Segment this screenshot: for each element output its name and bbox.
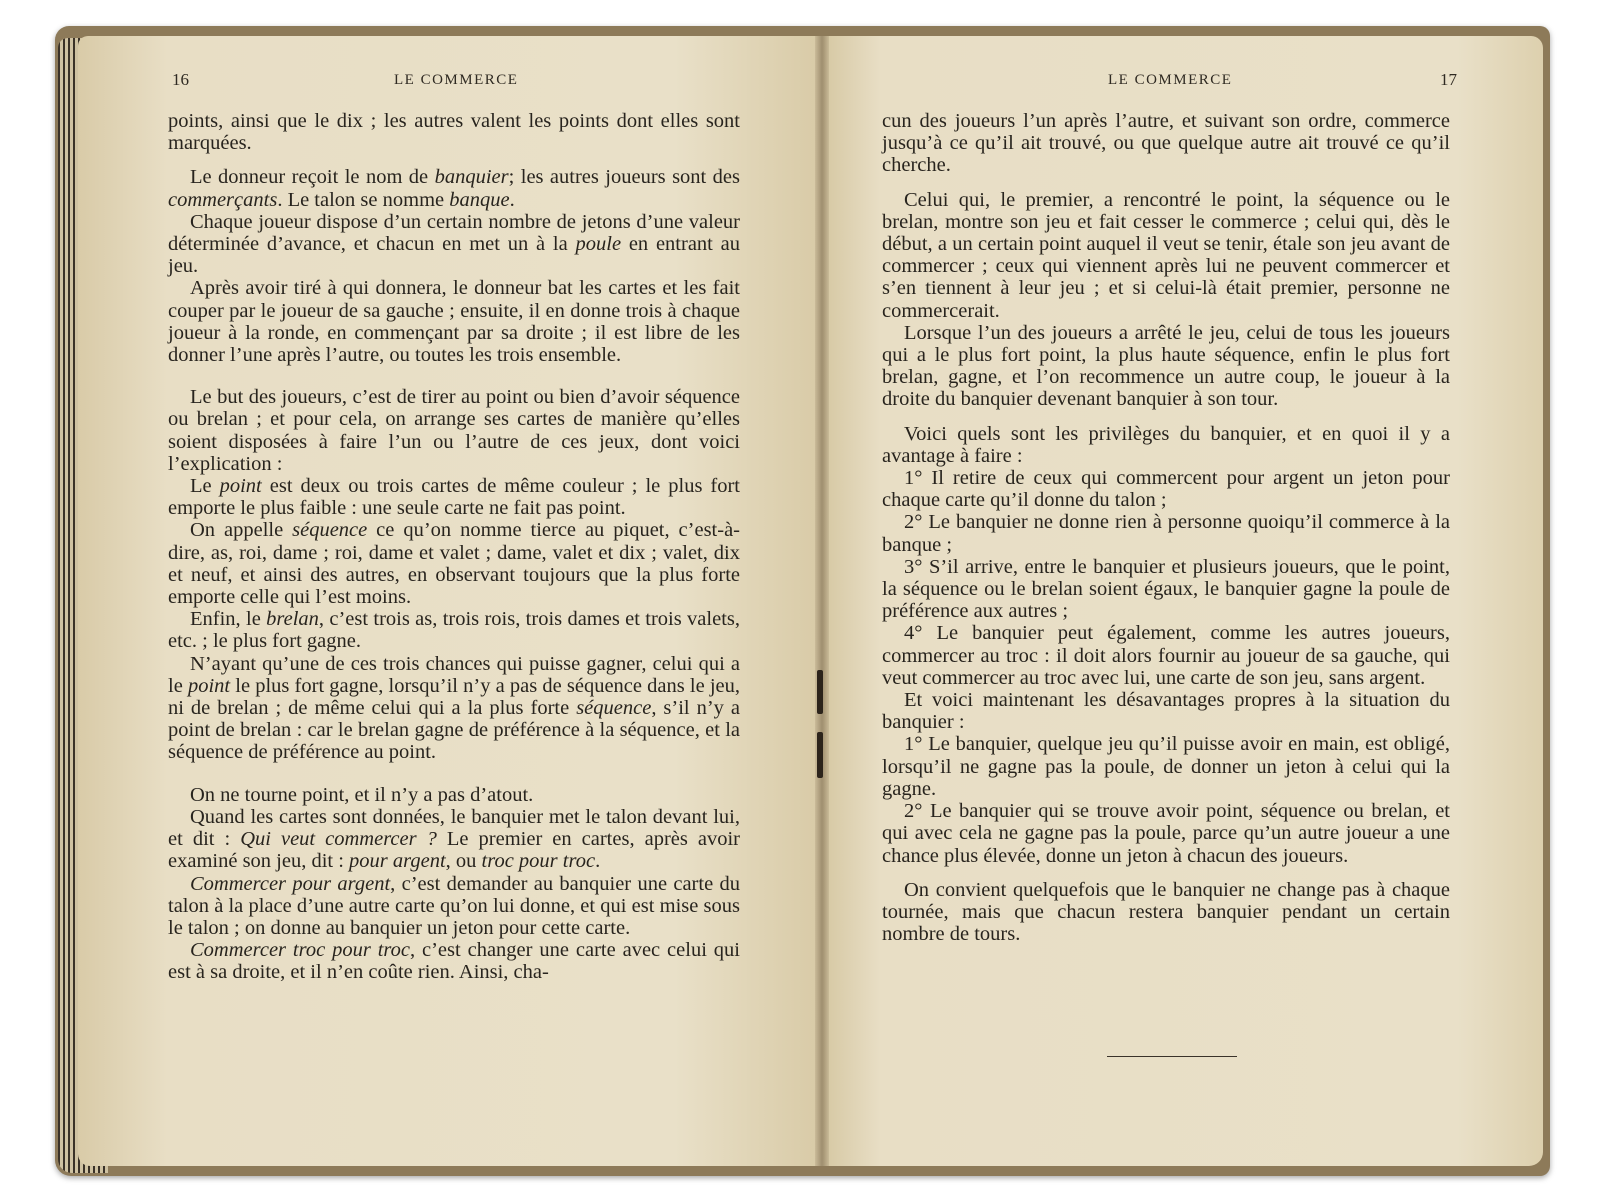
paragraph: Commercer pour argent, c’est demander au banquier une carte du talon à la place d’une autre carte qu’on lui donne, et qui est mise sous le talon ; on donne au banquier un jeton pour cette carte. [168,872,740,939]
paragraph: Après avoir tiré à qui donnera, le donneur bat les cartes et les fait couper par le joueur de sa gauche ; ensuite, il en donne trois à chaque joueur à la ronde, en commençant par sa droite ; il est libre de les donner l’une après l’autre, ou toutes les trois ensemble. [168,277,740,367]
binding-stitch [817,670,823,714]
paragraph: Quand les cartes sont données, le banquier met le talon devant lui, et dit : Qui veut commercer ? Le premier en cartes, après avoir examiné son jeu, dit : pour argent, ou troc pour troc. [168,805,740,873]
left-page-text [168,110,740,984]
paragraph: On ne tourne point, et il n’y a pas d’atout. [190,783,534,806]
paragraph: On appelle séquence ce qu’on nomme tierce au piquet, c’est-à-dire, as, roi, dame ; roi, dame et valet ; dame, valet et dix ; valet, dix et neuf, et ainsi des autres, en observant toujours que la plus forte emporte celle qui l’est moins. [168,519,740,609]
paragraph: points, ainsi que le dix ; les autres valent les points dont elles sont marquées. [168,110,740,155]
paragraph: Voici quels sont les privilèges du banquier, et en quoi il y a avantage à faire : [882,422,1450,467]
section-end-rule [1107,1056,1237,1057]
left-running-head: LE COMMERCE [394,72,519,88]
paragraph: Le point est deux ou trois cartes de même couleur ; le plus fort emporte le plus faible : une seule carte ne fait pas point. [168,475,740,520]
list-item: 2° Le banquier ne donne rien à personne quoiqu’il commerce à la banque ; [882,511,1450,556]
binding-stitch [817,732,823,778]
paragraph: Celui qui, le premier, a rencontré le point, la séquence ou le brelan, montre son jeu et fait cesser le commerce ; celui qui, dès le début, a un certain point auquel il veut se tenir, étale son jeu avant de commercer ; ceux qui viennent après lui ne peuvent commercer et s’en tiennent à leur jeu ; et si celui-là était premier, personne ne commercerait. [882,188,1450,322]
paragraph: Et voici maintenant les désavantages propres à la situation du banquier : [882,689,1450,734]
list-item: 1° Le banquier, quelque jeu qu’il puisse avoir en main, est obligé, lorsqu’il ne gagne pas la poule, de donner un jeton à celui qui la gagne. [882,733,1450,800]
paragraph: Commercer troc pour troc, c’est changer une carte avec celui qui est à sa droite, et il n’en coûte rien. Ainsi, cha- [168,939,740,984]
list-item: 4° Le banquier peut également, comme les autres joueurs, commercer au troc : il doit alors fournir au joueur de sa gauche, qui veut commercer au troc avec lui, une carte de son jeu, sans argent. [882,622,1450,689]
right-page-number: 17 [1440,70,1457,89]
paragraph: cun des joueurs l’un après l’autre, et suivant son ordre, commerce jusqu’à ce qu’il ait trouvé, ou que quelque autre ait trouvé ce qu’il cherche. [882,110,1450,177]
paragraph: Lorsque l’un des joueurs a arrêté le jeu, celui de tous les joueurs qui a le plus fort point, la plus haute séquence, enfin le plus fort brelan, gagne, et l’on recommence un autre coup, le joueur à la droite du banquier devenant banquier à son tour. [882,321,1450,411]
paragraph: Le donneur reçoit le nom de banquier; les autres joueurs sont des commerçants. Le talon se nomme banque. [168,166,740,211]
paragraph: N’ayant qu’une de ces trois chances qui puisse gagner, celui qui a le point le plus fort gagne, lorsqu’il n’y a pas de séquence dans le jeu, ni de brelan ; de même celui qui a la plus forte séquence, s’il n’y a point de brelan : car le brelan gagne de préférence à la séquence, et la séquence de préférence au point. [168,652,740,764]
left-page-number: 16 [172,70,189,89]
list-item: 1° Il retire de ceux qui commercent pour argent un jeton pour chaque carte qu’il donne du talon ; [882,467,1450,512]
right-page-text [882,110,1450,945]
list-item: 3° S’il arrive, entre le banquier et plusieurs joueurs, que le point, la séquence ou le brelan soient égaux, le banquier gagne la poule de préférence aux autres ; [882,555,1450,623]
paragraph: Le but des joueurs, c’est de tirer au point ou bien d’avoir séquence ou brelan ; et pour cela, on arrange ses cartes de manière qu’elles soient disposées à faire l’un ou l’autre de ces jeux, dont voici l’explication : [168,386,740,475]
book-spine [815,36,829,1166]
paragraph: Chaque joueur dispose d’un certain nombre de jetons d’une valeur déterminée d’avance, et chacun en met un à la poule en entrant au jeu. [168,210,740,278]
list-item: 2° Le banquier qui se trouve avoir point, séquence ou brelan, et qui avec cela ne gagne pas la poule, parce qu’un autre joueur a une chance plus élevée, donne un jeton à chacun des joueurs. [882,800,1450,867]
paragraph: On convient quelquefois que le banquier ne change pas à chaque tournée, mais que chacun restera banquier pendant un certain nombre de tours. [882,878,1450,946]
right-running-head: LE COMMERCE [1108,72,1233,88]
paragraph: Enfin, le brelan, c’est trois as, trois rois, trois dames et trois valets, etc. ; le plus fort gagne. [168,608,741,653]
